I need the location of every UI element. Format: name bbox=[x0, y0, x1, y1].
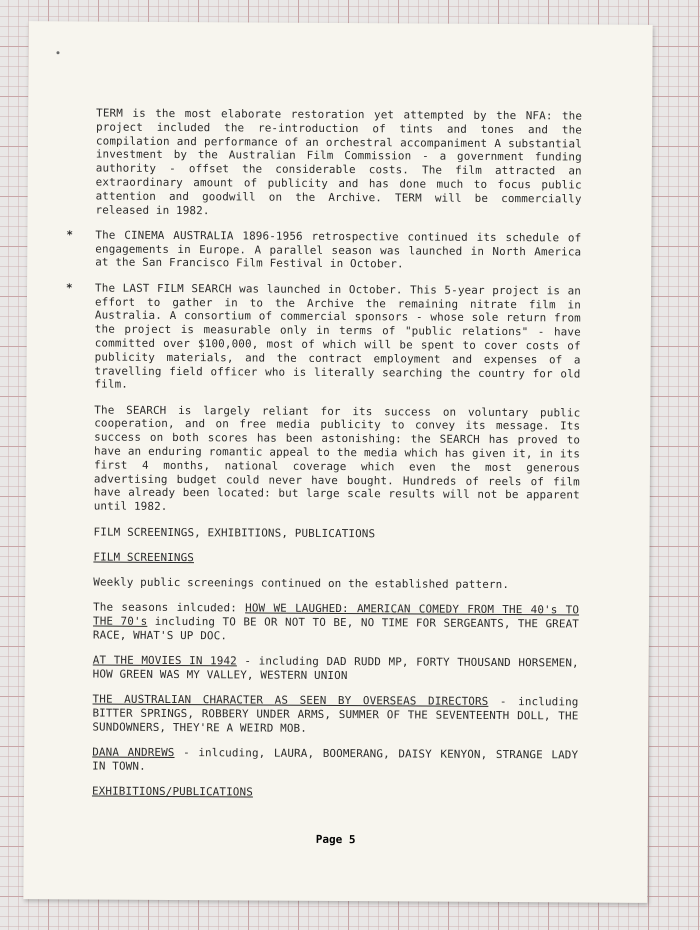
subheading-film-screenings bbox=[93, 550, 579, 567]
season-dana-andrews bbox=[92, 746, 578, 777]
bullet-star-icon: * bbox=[66, 228, 74, 242]
section-heading: FILM SCREENINGS, EXHIBITIONS, PUBLICATIONS bbox=[93, 525, 376, 540]
subheading-exhibitions-text: EXHIBITIONS/PUBLICATIONS bbox=[91, 784, 253, 799]
subheading-film-screenings-text: FILM SCREENINGS bbox=[93, 550, 195, 564]
paragraph-search-success: The SEARCH is largely reliant for its success on voluntary public cooperation, and on free media publicity to convey its message. Its success on both scores has been astonishing: the SEARCH has proved to have an enduring romantic appeal to the media which has given it, in its first 4 months, national coverage which even the most generous advertising budget could never have bought. Hundreds of reels of film have already been located: but large scale results will not be apparent until 1982. bbox=[93, 403, 581, 514]
season-australian-character bbox=[92, 693, 578, 737]
season-title: DANA ANDREWS bbox=[92, 745, 175, 760]
season-at-the-movies bbox=[93, 654, 579, 685]
document-page bbox=[23, 21, 652, 903]
subheading-exhibitions bbox=[92, 785, 578, 802]
season-title: THE AUSTRALIAN CHARACTER AS SEEN BY OVERSEAS DIRECTORS bbox=[92, 692, 489, 709]
paragraph-term-restoration: TERM is the most elaborate restoration yet attempted by the NFA: the project included the re-introduction of tints and tones and the compilation and performance of an orchestral accompaniment A substantial investment by the Australian Film Commission - a government funding authority - offset the considerable costs. The film attracted an extraordinary amount of publicity and has done much to focus public attention and goodwill on the Archive. TERM will be commercially released in 1982. bbox=[95, 106, 583, 217]
season-intro: The seasons inlcuded: bbox=[93, 600, 246, 615]
season-title: HOW WE LAUGHED: AMERICAN COMEDY FROM THE 40's TO THE 70's bbox=[92, 601, 580, 629]
paragraph-weekly-screenings: Weekly public screenings continued on the established pattern. bbox=[93, 575, 510, 592]
page-content bbox=[66, 106, 583, 814]
bullet-star-icon: * bbox=[66, 281, 73, 295]
season-details: - including BITTER SPRINGS, ROBBERY UNDER ARMS, SUMMER OF THE SEVENTEENTH DOLL, THE SUNDOWNERS, THEY'RE A WEIRD MOB. bbox=[92, 695, 579, 735]
page-number: Page 5 bbox=[315, 832, 356, 847]
season-details: - inlcuding, LAURA, BOOMERANG, DAISY KENYON, STRANGE LADY IN TOWN. bbox=[92, 746, 579, 773]
bullet-cinema-australia bbox=[66, 228, 582, 272]
paper-speck bbox=[56, 51, 59, 54]
bullet-cinema-australia-text: The CINEMA AUSTRALIA 1896-1956 retrospective continued its schedule of engagements in Europe. A parallel season was launched in North America at the San Francisco Film Festival in October. bbox=[95, 228, 582, 271]
bullet-last-film-search bbox=[66, 281, 582, 394]
season-details: including TO BE OR NOT TO BE, NO TIME FOR SERGEANTS, THE GREAT RACE, WHAT'S UP DOC. bbox=[92, 615, 580, 643]
season-title: AT THE MOVIES IN 1942 bbox=[92, 653, 237, 668]
season-details: - including DAD RUDD MP, FORTY THOUSAND HORSEMEN, HOW GREEN WAS MY VALLEY, WESTERN UNION bbox=[92, 654, 579, 683]
bullet-last-film-search-text: The LAST FILM SEARCH was launched in October. This 5-year project is an effort to gather in to the Archive the remaining nitrate film in Australia. A consortium of commercial sponsors - whose sole return from the project is measurable only in terms of "public relations" - have committed over $100,000, most of which will be spent to cover costs of publicity materials, and the contract employment and expenses of a travelling field officer who is literally searching the country for old film. bbox=[94, 281, 582, 392]
season-how-we-laughed bbox=[93, 601, 579, 645]
